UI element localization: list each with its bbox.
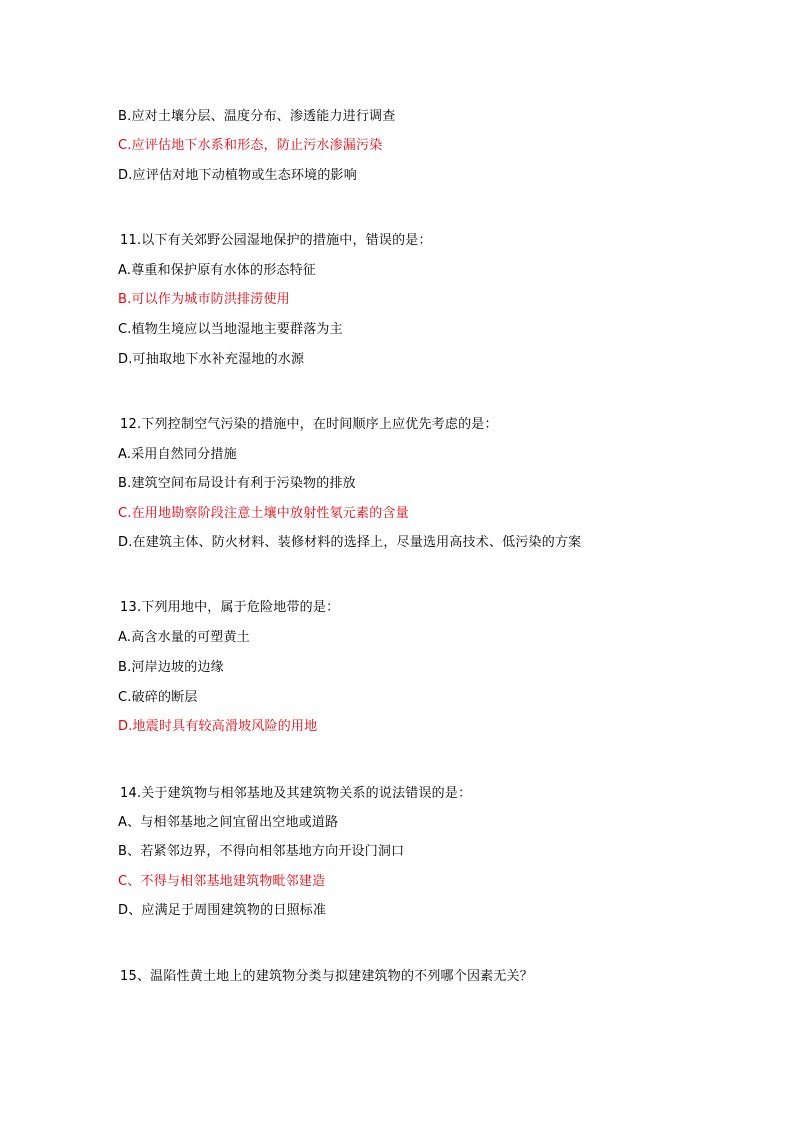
option-a-q13: A.高含水量的可塑黄土: [118, 630, 250, 645]
option-c-q10-answer: C.应评估地下水系和形态，防止污水渗漏污染: [118, 138, 383, 153]
option-c-q12-answer: C.在用地勘察阶段注意土壤中放射性氡元素的含量: [118, 506, 409, 521]
option-b-q14: B、若紧邻边界，不得向相邻基地方向开设门洞口: [118, 844, 405, 859]
question-11: 11.以下有关郊野公园湿地保护的措施中，错误的是：: [120, 233, 432, 248]
option-c-q11: C.植物生境应以当地湿地主要群落为主: [118, 322, 343, 337]
option-d-q10: D.应评估对地下动植物或生态环境的影响: [118, 168, 357, 183]
option-a-q12: A.采用自然同分措施: [118, 447, 237, 462]
option-d-q12: D.在建筑主体、防火材料、装修材料的选择上，尽量选用高技术、低污染的方案: [118, 535, 582, 550]
option-b-q10: B.应对土壤分层、温度分布、渗透能力进行调查: [118, 109, 396, 124]
option-a-q14: A、与相邻基地之间宜留出空地或道路: [118, 815, 339, 830]
question-14: 14.关于建筑物与相邻基地及其建筑物关系的说法错误的是：: [120, 786, 472, 801]
option-b-q12: B.建筑空间布局设计有利于污染物的排放: [118, 476, 356, 491]
question-12: 12.下列控制空气污染的措施中，在时间顺序上应优先考虑的是：: [120, 417, 498, 432]
option-d-q13-answer: D.地震时具有较高滑坡风险的用地: [118, 719, 318, 734]
option-c-q13: C.破碎的断层: [118, 690, 198, 705]
question-15: 15、温陷性黄土地上的建筑物分类与拟建建筑物的不列哪个因素无关？: [120, 969, 533, 984]
question-13: 13.下列用地中，属于危险地带的是：: [120, 600, 340, 615]
option-d-q11: D.可抽取地下水补充湿地的水源: [118, 352, 305, 367]
option-b-q13: B.河岸边坡的边缘: [118, 660, 224, 675]
option-c-q14-answer: C、不得与相邻基地建筑物毗邻建造: [118, 874, 326, 889]
option-d-q14: D、应满足于周围建筑物的日照标准: [118, 903, 327, 918]
option-a-q11: A.尊重和保护原有水体的形态特征: [118, 263, 316, 278]
option-b-q11-answer: B.可以作为城市防洪排涝使用: [118, 292, 290, 307]
